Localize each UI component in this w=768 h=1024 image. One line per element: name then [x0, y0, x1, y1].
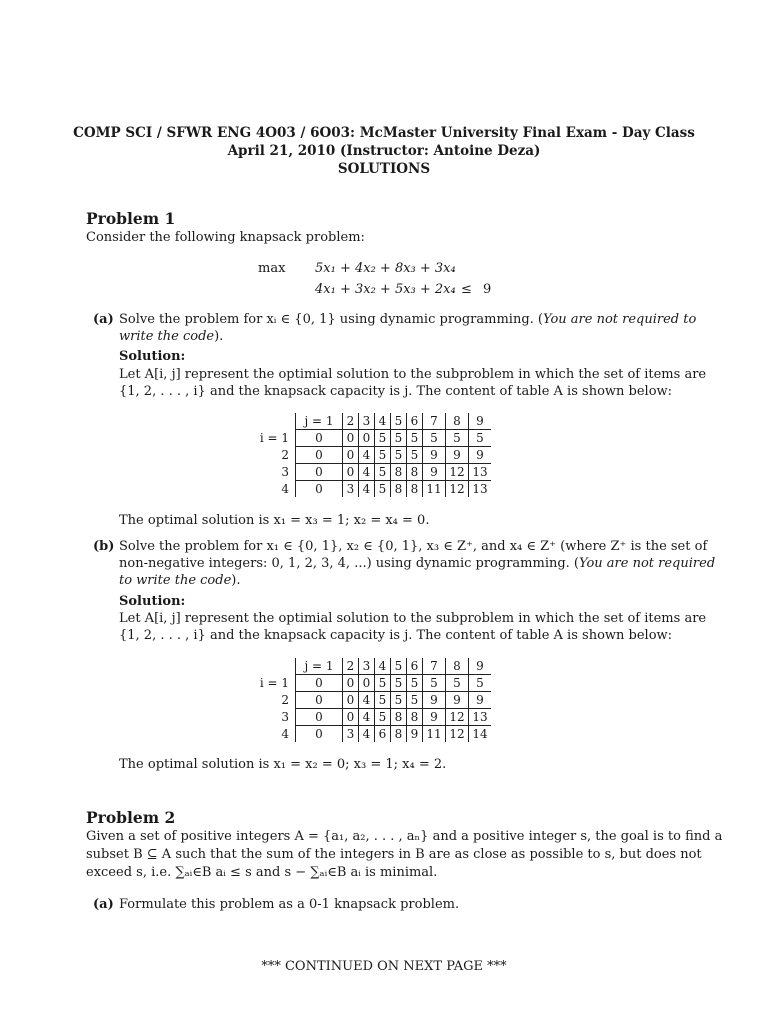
table-row	[248, 430, 491, 447]
table-cell: 0	[296, 692, 343, 709]
part-b-note: You are not required	[579, 556, 716, 571]
part-a-label: (a)	[93, 312, 114, 327]
table-cell: 0	[343, 709, 359, 726]
table-row	[248, 675, 491, 692]
exam-header-solutions: SOLUTIONS	[337, 161, 431, 177]
exam-header-line2: April 21, 2010 (Instructor: Antoine Deza)	[227, 143, 541, 159]
table-cell: 9	[423, 692, 446, 709]
table-cell: 4	[359, 464, 375, 481]
table-corner	[248, 413, 296, 430]
col-header: 5	[391, 413, 407, 430]
table-cell: 9	[469, 447, 492, 464]
problem2-title: Problem 2	[86, 808, 176, 827]
table-row	[248, 692, 491, 709]
table-cell: 5	[423, 430, 446, 447]
table-cell: 13	[469, 464, 492, 481]
table-corner	[248, 658, 296, 675]
part-b-solution-line2: {1, 2, . . . , i} and the knapsack capacity is j. The content of table A is shown below:	[119, 628, 673, 643]
part-b-optimal: The optimal solution is x₁ = x₂ = 0; x₃ = 1; x₄ = 2.	[119, 757, 447, 772]
table-header-row	[248, 413, 491, 430]
table-cell: 3	[343, 726, 359, 743]
objective-function: 5x₁ + 4x₂ + 8x₃ + 3x₄	[315, 261, 456, 276]
table-cell: 9	[469, 692, 492, 709]
table-cell: 8	[391, 726, 407, 743]
table-cell: 0	[343, 692, 359, 709]
table-cell: 4	[359, 692, 375, 709]
table-cell: 5	[391, 447, 407, 464]
constraint-rhs: 9	[483, 282, 492, 297]
table-cell: 0	[343, 430, 359, 447]
table-row	[248, 447, 491, 464]
table-cell: 0	[296, 726, 343, 743]
part-a-note: You are not required to	[543, 312, 697, 327]
table-cell: 6	[375, 726, 391, 743]
table-cell: 0	[296, 430, 343, 447]
table-cell: 5	[446, 430, 469, 447]
table-cell: 8	[407, 481, 423, 498]
table-cell: 11	[423, 726, 446, 743]
table-cell: 13	[469, 481, 492, 498]
table-cell: 13	[469, 709, 492, 726]
table-cell: 5	[407, 447, 423, 464]
table-cell: 5	[375, 481, 391, 498]
col-header: 3	[359, 413, 375, 430]
table-cell: 5	[407, 692, 423, 709]
problem2-line2: subset B ⊆ A such that the sum of the integers in B are as close as possible to s, but does not	[86, 847, 702, 862]
table-cell: 5	[469, 675, 492, 692]
part-a-solution-label: Solution:	[119, 349, 186, 364]
table-row	[248, 464, 491, 481]
table-cell: 5	[375, 447, 391, 464]
table-cell: 3	[343, 481, 359, 498]
table-cell: 9	[423, 464, 446, 481]
dp-table-b	[248, 658, 491, 742]
table-cell: 8	[407, 709, 423, 726]
table-cell: 9	[446, 447, 469, 464]
col-header: 2	[343, 413, 359, 430]
row-header: 3	[248, 709, 296, 726]
table-cell: 5	[391, 675, 407, 692]
part-b-note-cont: to write the code	[119, 573, 232, 588]
part-b-question-line2	[119, 555, 715, 572]
constraint-lhs: 4x₁ + 3x₂ + 5x₃ + 2x₄	[315, 282, 456, 297]
table-cell: 12	[446, 481, 469, 498]
table-cell: 0	[296, 447, 343, 464]
table-cell: 0	[296, 481, 343, 498]
part-a-solution-line2: {1, 2, . . . , i} and the knapsack capacity is j. The content of table A is shown below:	[119, 384, 673, 399]
part-b-text: non-negative integers: 0, 1, 2, 3, 4, ...) using dynamic programming. (	[119, 556, 580, 571]
col-header: 8	[446, 413, 469, 430]
table-cell: 0	[296, 709, 343, 726]
table-cell: 0	[343, 447, 359, 464]
table-cell: 5	[375, 692, 391, 709]
table-cell: 0	[296, 675, 343, 692]
table-cell: 0	[359, 430, 375, 447]
col-header: 4	[375, 413, 391, 430]
table-cell: 14	[469, 726, 492, 743]
table-cell: 9	[446, 692, 469, 709]
col-header: 6	[407, 658, 423, 675]
table-cell: 4	[359, 481, 375, 498]
table-cell: 0	[343, 464, 359, 481]
part-a-question	[119, 311, 696, 328]
problem1-title: Problem 1	[86, 209, 176, 228]
part-a-note-cont: write the code	[119, 329, 215, 344]
part-a-note-end: ).	[214, 329, 224, 344]
table-cell: 5	[446, 675, 469, 692]
table-cell: 12	[446, 464, 469, 481]
max-label: max	[258, 261, 286, 276]
dp-table-a	[248, 413, 491, 497]
table-cell: 8	[391, 481, 407, 498]
row-header: i = 1	[248, 675, 296, 692]
table-header-row	[248, 658, 491, 675]
col-header: 2	[343, 658, 359, 675]
part-b-question-line3	[119, 572, 241, 589]
problem1-intro: Consider the following knapsack problem:	[86, 230, 365, 245]
part-b-label: (b)	[93, 539, 115, 554]
table-cell: 5	[375, 430, 391, 447]
part-a-question-cont	[119, 328, 223, 345]
table-cell: 11	[423, 481, 446, 498]
table-cell: 9	[407, 726, 423, 743]
problem2-part-a-label: (a)	[93, 897, 114, 912]
table-cell: 12	[446, 726, 469, 743]
problem2-line3: exceed s, i.e. ∑ₐᵢ∈B aᵢ ≤ s and s − ∑ₐᵢ∈B aᵢ is minimal.	[86, 865, 438, 880]
part-b-question-line1: Solve the problem for x₁ ∈ {0, 1}, x₂ ∈ {0, 1}, x₃ ∈ Z⁺, and x₄ ∈ Z⁺ (where Z⁺ is the set of	[119, 539, 708, 554]
table-cell: 4	[359, 709, 375, 726]
row-header: 2	[248, 447, 296, 464]
table-cell: 9	[423, 709, 446, 726]
col-header: 4	[375, 658, 391, 675]
table-row	[248, 481, 491, 498]
table-row	[248, 726, 491, 743]
table-cell: 4	[359, 726, 375, 743]
part-a-solution-line1: Let A[i, j] represent the optimial solution to the subproblem in which the set of items are	[119, 367, 707, 382]
table-cell: 9	[423, 447, 446, 464]
part-b-solution-line1: Let A[i, j] represent the optimial solution to the subproblem in which the set of items are	[119, 611, 707, 626]
table-cell: 5	[407, 430, 423, 447]
row-header: 4	[248, 481, 296, 498]
part-b-note-end: ).	[231, 573, 241, 588]
table-cell: 5	[423, 675, 446, 692]
col-header: 5	[391, 658, 407, 675]
continued-footer: *** CONTINUED ON NEXT PAGE ***	[261, 959, 507, 974]
col-header: 9	[469, 658, 492, 675]
col-header: 8	[446, 658, 469, 675]
table-cell: 5	[391, 430, 407, 447]
table-cell: 5	[469, 430, 492, 447]
table-row	[248, 709, 491, 726]
row-header: 4	[248, 726, 296, 743]
row-header: 3	[248, 464, 296, 481]
part-a-optimal: The optimal solution is x₁ = x₃ = 1; x₂ = x₄ = 0.	[119, 513, 430, 528]
table-cell: 8	[391, 464, 407, 481]
table-cell: 8	[391, 709, 407, 726]
table-cell: 12	[446, 709, 469, 726]
table-cell: 5	[375, 675, 391, 692]
part-a-text: Solve the problem for xᵢ ∈ {0, 1} using dynamic programming. (	[119, 312, 543, 327]
exam-header-line1: COMP SCI / SFWR ENG 4O03 / 6O03: McMaster University Final Exam - Day Class	[73, 125, 695, 141]
table-cell: 0	[296, 464, 343, 481]
table-cell: 4	[359, 447, 375, 464]
problem2-part-a-text: Formulate this problem as a 0-1 knapsack problem.	[119, 897, 460, 912]
table-cell: 5	[391, 692, 407, 709]
col-header: 9	[469, 413, 492, 430]
row-header: i = 1	[248, 430, 296, 447]
row-header: 2	[248, 692, 296, 709]
table-cell: 5	[375, 464, 391, 481]
col-header: 7	[423, 658, 446, 675]
col-header: j = 1	[296, 413, 343, 430]
table-cell: 0	[359, 675, 375, 692]
col-header: 6	[407, 413, 423, 430]
col-header: 7	[423, 413, 446, 430]
table-cell: 8	[407, 464, 423, 481]
constraint-op: ≤	[461, 282, 472, 297]
table-cell: 0	[343, 675, 359, 692]
table-cell: 5	[375, 709, 391, 726]
table-cell: 5	[407, 675, 423, 692]
problem2-line1: Given a set of positive integers A = {a₁, a₂, . . . , aₙ} and a positive integer s, the goal is to find a	[86, 829, 723, 844]
col-header: j = 1	[296, 658, 343, 675]
part-b-solution-label: Solution:	[119, 594, 186, 609]
col-header: 3	[359, 658, 375, 675]
